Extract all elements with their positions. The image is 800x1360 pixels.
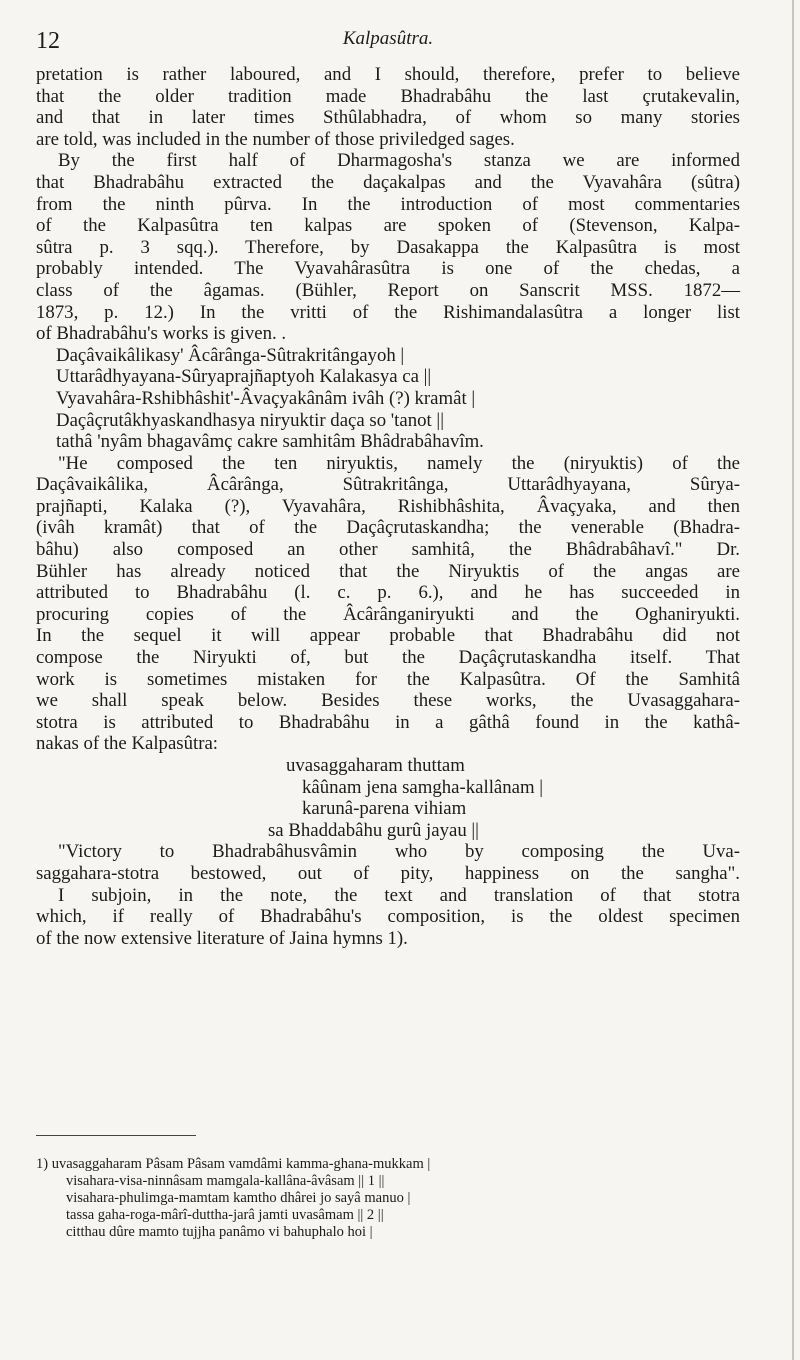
text-line: "He composed the ten niryuktis, namely the (niryuktis) of the [58,452,740,474]
text-line: work is sometimes mistaken for the Kalpasûtra. Of the Samhitâ [36,668,740,690]
verse-line: Daçâvaikâlikasy' Âcârânga-Sûtrakritângayoh | [56,344,405,366]
text-line: probably intended. The Vyavahârasûtra is one of the chedas, a [36,258,740,280]
text-line: of the now extensive literature of Jaina hymns 1). [36,927,408,949]
verse-line: uvasaggaharam thuttam [286,755,465,776]
verse-line: Uttarâdhyayana-Sûryaprajñaptyoh Kalakasya ca || [56,366,432,388]
text-line: we shall speak below. Besides these works, the Uvasaggahara- [36,690,740,712]
verse-line: Vyavahâra-Rshibhâshit'-Âvaçyakânâm ivâh (?) kramât | [56,387,476,409]
verse-line: karunâ-parena vihiam [302,798,467,820]
text-line: of the Kalpasûtra ten kalpas are spoken of (Stevenson, Kalpa- [36,215,740,237]
footnote [36,1156,740,1241]
text-line: of Bhadrabâhu's works is given. . [36,323,287,345]
verse-line: tathâ 'nyâm bhagavâmç cakre samhitâm Bhâdrabâhavîm. [56,431,484,453]
text-line: from the ninth pûrva. In the introduction of most commentaries [36,193,740,215]
text-line: compose the Niryukti of, but the Daçâçrutaskandha itself. That [36,647,740,669]
main-text [36,64,740,949]
verse-line: sa Bhaddabâhu gurû jayau || [268,819,479,841]
text-line: procuring copies of the Âcârânganiryukti and the Oghaniryukti. [36,603,740,625]
text-line: Bühler has already noticed that the Niryuktis of the angas are [36,560,740,582]
footnote-line: 1) uvasaggaharam Pâsam Pâsam vamdâmi kamma-ghana-mukkam | [36,1156,431,1172]
text-line: that Bhadrabâhu extracted the daçakalpas and the Vyavahâra (sûtra) [36,171,740,193]
text-line: attributed to Bhadrabâhu (l. c. p. 6.), and he has succeeded in [36,582,740,604]
running-title: Kalpasûtra. [342,28,434,49]
text-line: that the older tradition made Bhadrabâhu the last çrutakevalin, [36,85,740,107]
text-line: prajñapti, Kalaka (?), Vyavahâra, Rishibhâshita, Âvaçyaka, and then [36,495,740,517]
text-line: Daçâvaikâlika, Âcârânga, Sûtrakritânga, Uttarâdhyayana, Sûrya- [36,474,740,496]
text-line: (ivâh kramât) that of the Daçâçrutaskandha; the venerable (Bhadra- [36,517,740,539]
text-line: nakas of the Kalpasûtra: [36,733,219,755]
page-edge [792,0,794,1360]
verse-line: Daçâçrutâkhyaskandhasya niryuktir daça so 'tanot || [56,409,444,431]
text-line: class of the âgamas. (Bühler, Report on Sanscrit MSS. 1872— [36,279,740,301]
text-line: "Victory to Bhadrabâhusvâmin who by composing the Uva- [58,841,740,863]
footnote-line: visahara-phulimga-mamtam kamtho dhârei jo sayâ manuo | [66,1190,411,1206]
text-line: bâhu) also composed an other samhitâ, the Bhâdrabâhavî." Dr. [36,539,740,561]
footnote-line: visahara-visa-ninnâsam mamgala-kallâna-âvâsam || 1 || [66,1173,385,1189]
text-line: I subjoin, in the note, the text and translation of that stotra [58,884,740,906]
verse-line: kâûnam jena samgha-kallânam | [302,776,544,798]
text-line: saggahara-stotra bestowed, out of pity, happiness on the sangha". [36,862,740,884]
text-line: In the sequel it will appear probable that Bhadrabâhu did not [36,625,740,647]
text-line: By the first half of Dharmagosha's stanza we are informed [58,150,740,172]
page-header [36,28,740,58]
text-line: are told, was included in the number of those priviledged sages. [36,128,515,150]
text-line: sûtra p. 3 sqq.). Therefore, by Dasakappa the Kalpasûtra is most [36,236,740,258]
footnote-line: citthau dûre mamto tujjha panâmo vi bahuphalo hoi | [66,1224,373,1240]
text-line: pretation is rather laboured, and I should, therefore, prefer to believe [36,64,740,85]
footnote-rule [36,1135,196,1136]
text-line: which, if really of Bhadrabâhu's composition, is the oldest specimen [36,906,740,928]
page-number: 12 [36,28,60,54]
footnote-line: tassa gaha-roga-mârî-duttha-jarâ jamti uvasâmam || 2 || [66,1207,384,1223]
text-line: stotra is attributed to Bhadrabâhu in a gâthâ found in the kathâ- [36,711,740,733]
text-line: and that in later times Sthûlabhadra, of whom so many stories [36,107,740,129]
text-line: 1873, p. 12.) In the vritti of the Rishimandalasûtra a longer list [36,301,740,323]
